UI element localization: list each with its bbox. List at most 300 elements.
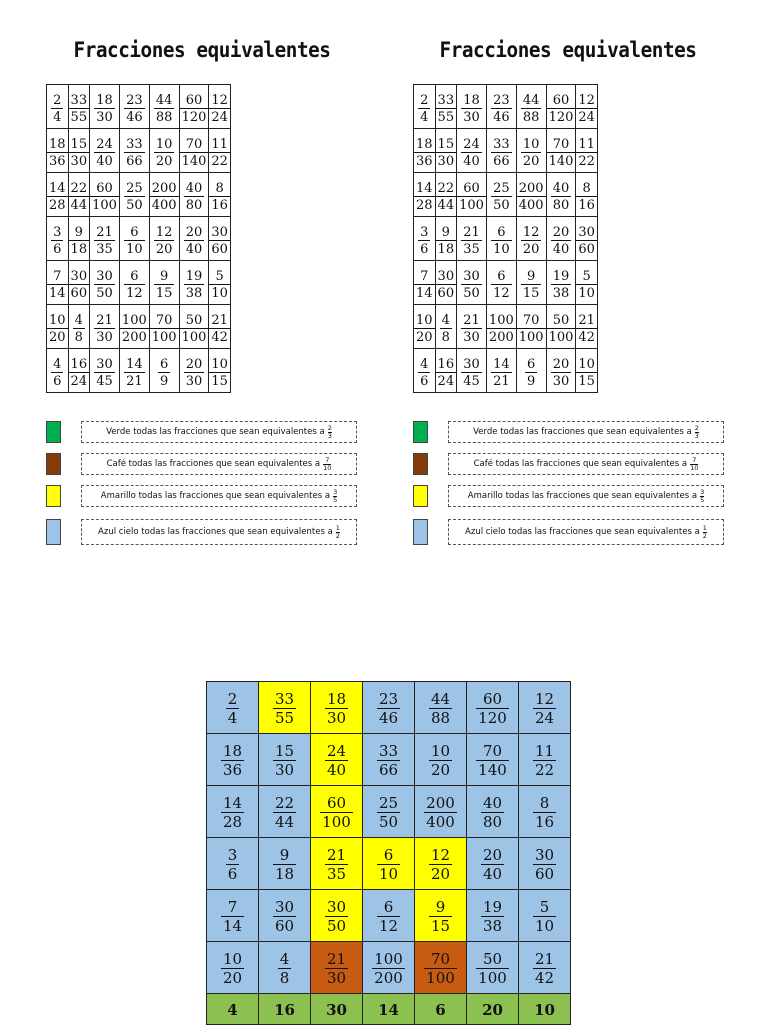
fraction [461, 270, 482, 300]
grid-cell [435, 261, 457, 305]
fraction [533, 900, 556, 934]
fraction [436, 270, 457, 300]
grid-cell-blue [415, 682, 467, 734]
fraction [377, 900, 400, 934]
grid-row [414, 217, 598, 261]
fraction-denominator: 15 [155, 286, 173, 301]
grid-cell [209, 217, 231, 261]
grid-cell [516, 349, 546, 393]
fraction [377, 692, 400, 726]
grid-cell-brown [311, 942, 363, 994]
colored-fraction-grid [206, 681, 571, 1025]
legend-text: Café todas las fracciones que sean equivalentes a [106, 459, 321, 469]
fraction [272, 1003, 297, 1019]
fraction-grid [413, 84, 598, 393]
fraction-numerator: 19 [552, 269, 570, 284]
fraction-numerator: 2 [227, 690, 238, 708]
fraction-denominator: 15 [522, 286, 540, 301]
fraction-numerator: 15 [437, 137, 455, 152]
fraction-numerator: 6 [527, 357, 536, 372]
grid-cell-blue [519, 786, 571, 838]
fraction-numerator: 9 [527, 269, 536, 284]
grid-cell-blue [363, 890, 415, 942]
fraction-numerator: 25 [493, 181, 510, 196]
fraction-denominator: 44 [274, 813, 295, 831]
grid-cell-blue [259, 786, 311, 838]
fraction [51, 358, 63, 388]
legend-fraction: 2 3 [327, 424, 332, 440]
fraction-numerator: 14 [126, 357, 143, 372]
grid-cell-green [519, 994, 571, 1025]
fraction-numerator: 9 [74, 225, 83, 240]
legend-text: Azul cielo todas las fracciones que sean equivalentes a [465, 527, 700, 537]
grid-cell [457, 349, 487, 393]
fraction-numerator: 10 [211, 357, 228, 372]
fraction-numerator: 8 [539, 794, 550, 812]
fraction-denominator: 18 [274, 865, 295, 883]
fraction [517, 314, 546, 344]
fraction-numerator: 3 [53, 225, 62, 240]
grid-cell [90, 85, 120, 129]
fraction-numerator: 100 [488, 313, 514, 328]
grid-cell-blue [415, 734, 467, 786]
fraction [94, 270, 115, 300]
grid-cell-green [415, 994, 467, 1025]
grid-cell-yellow [311, 682, 363, 734]
grid-cell [149, 129, 179, 173]
fraction-denominator: 21 [126, 374, 143, 389]
fraction-denominator: 80 [482, 813, 503, 831]
fraction [481, 848, 504, 882]
grid-row [47, 85, 231, 129]
grid-cell [457, 85, 487, 129]
grid-cell [435, 173, 457, 217]
fraction-numerator: 6 [130, 269, 139, 284]
fraction-numerator: 3 [227, 846, 238, 864]
fraction-numerator: 7 [227, 898, 238, 916]
grid-cell [179, 261, 209, 305]
fraction-denominator: 44 [70, 198, 88, 213]
fraction-denominator: 100 [181, 330, 207, 345]
grid-cell [546, 129, 576, 173]
grid-cell [576, 85, 598, 129]
worksheet-title: Fracciones equivalentes [73, 38, 331, 62]
fraction [154, 94, 175, 124]
fraction [551, 226, 572, 256]
legend-text: Verde todas las fracciones que sean equivalentes a [106, 427, 325, 437]
fraction [184, 358, 205, 388]
fraction [124, 226, 145, 256]
fraction-denominator: 60 [274, 917, 295, 935]
fraction [273, 848, 296, 882]
fraction-denominator: 50 [493, 198, 510, 213]
fraction-numerator: 12 [522, 225, 540, 240]
fraction-denominator: 12 [378, 917, 399, 935]
grid-cell [486, 349, 516, 393]
grid-cell [576, 129, 598, 173]
grid-cell-yellow [259, 682, 311, 734]
fraction-numerator: 2 [420, 93, 429, 108]
fraction [532, 1003, 557, 1019]
grid-cell-yellow [311, 890, 363, 942]
grid-cell [47, 305, 69, 349]
fraction-denominator: 20 [222, 969, 243, 987]
fraction-numerator: 14 [378, 1001, 399, 1019]
fraction-numerator: 6 [383, 846, 394, 864]
fraction-numerator: 5 [539, 898, 550, 916]
fraction [461, 138, 482, 168]
fraction [150, 314, 179, 344]
fraction [436, 138, 457, 168]
grid-cell-blue [519, 890, 571, 942]
fraction-numerator: 12 [534, 690, 555, 708]
fraction-numerator: 70 [155, 313, 173, 328]
grid-cell-green [207, 994, 259, 1025]
fraction [491, 358, 512, 388]
fraction [69, 138, 90, 168]
grid-row [207, 994, 571, 1025]
fraction-numerator: 24 [326, 742, 347, 760]
grid-cell [179, 305, 209, 349]
color-swatch [413, 421, 428, 443]
fraction [73, 314, 85, 344]
fraction-denominator: 140 [478, 761, 507, 779]
fraction-numerator: 15 [274, 742, 295, 760]
fraction-numerator: 100 [374, 950, 403, 968]
fraction [209, 94, 230, 124]
fraction [576, 358, 597, 388]
fraction [124, 94, 145, 124]
fraction-numerator: 50 [552, 313, 570, 328]
fraction-numerator: 6 [130, 225, 139, 240]
fraction-numerator: 23 [493, 93, 510, 108]
fraction [221, 744, 244, 778]
fraction-denominator: 44 [437, 198, 455, 213]
fraction-numerator: 12 [430, 846, 451, 864]
fraction-denominator: 100 [426, 969, 455, 987]
fraction [476, 952, 509, 986]
grid-cell [90, 261, 120, 305]
fraction [226, 848, 240, 882]
fraction [480, 1003, 505, 1019]
grid-row [414, 173, 598, 217]
legend-instruction [81, 519, 357, 545]
fraction [377, 796, 400, 830]
fraction [120, 314, 149, 344]
fraction [180, 138, 209, 168]
fraction-numerator: 9 [279, 846, 290, 864]
fraction-numerator: 20 [185, 357, 203, 372]
fraction [184, 226, 205, 256]
fraction-denominator: 46 [126, 110, 143, 125]
fraction [576, 270, 597, 300]
fraction-denominator: 4 [227, 709, 238, 727]
grid-cell [457, 173, 487, 217]
fraction [94, 138, 115, 168]
legend-instruction [81, 421, 357, 443]
grid-cell-blue [363, 734, 415, 786]
fraction-numerator: 4 [441, 313, 450, 328]
fraction-numerator: 30 [463, 269, 480, 284]
grid-cell [486, 173, 516, 217]
fraction [69, 226, 90, 256]
fraction-numerator: 11 [534, 742, 555, 760]
fraction-numerator: 30 [211, 225, 228, 240]
grid-cell [576, 217, 598, 261]
fraction-numerator: 12 [578, 93, 595, 108]
fraction-denominator: 40 [552, 242, 570, 257]
fraction-numerator: 40 [185, 181, 203, 196]
grid-cell [209, 173, 231, 217]
fraction [436, 94, 457, 124]
grid-row [47, 261, 231, 305]
fraction-numerator: 16 [274, 1001, 295, 1019]
legend-instruction [81, 453, 357, 475]
fraction-denominator: 100 [322, 813, 351, 831]
fraction-numerator: 33 [378, 742, 399, 760]
fraction [533, 848, 556, 882]
fraction-denominator: 8 [441, 330, 450, 345]
fraction-numerator: 2 [53, 93, 62, 108]
fraction-denominator: 50 [326, 917, 347, 935]
grid-cell [149, 85, 179, 129]
fraction-denominator: 20 [430, 761, 451, 779]
grid-cell [149, 173, 179, 217]
grid-cell-yellow [415, 890, 467, 942]
fraction-denominator: 100 [518, 330, 544, 345]
fraction-denominator: 400 [426, 813, 455, 831]
fraction [551, 358, 572, 388]
fraction-denominator: 50 [96, 286, 113, 301]
grid-cell [457, 261, 487, 305]
fraction [221, 952, 244, 986]
fraction [418, 358, 430, 388]
fraction-numerator: 4 [279, 950, 290, 968]
fraction-denominator: 10 [578, 286, 595, 301]
grid-cell [546, 261, 576, 305]
fraction-denominator: 30 [326, 709, 347, 727]
grid-cell [209, 305, 231, 349]
fraction [47, 138, 68, 168]
fraction-denominator: 120 [478, 709, 507, 727]
grid-cell [119, 217, 149, 261]
grid-cell-yellow [363, 838, 415, 890]
fraction [525, 358, 537, 388]
fraction [47, 182, 68, 212]
fraction-denominator: 28 [416, 198, 433, 213]
grid-row [47, 349, 231, 393]
fraction [47, 314, 68, 344]
grid-cell [516, 129, 546, 173]
fraction [547, 94, 576, 124]
fraction [576, 314, 597, 344]
fraction-numerator: 14 [222, 794, 243, 812]
fraction [491, 182, 512, 212]
fraction-denominator: 120 [548, 110, 574, 125]
grid-row [47, 305, 231, 349]
grid-cell [435, 349, 457, 393]
fraction-denominator: 30 [70, 154, 88, 169]
grid-cell [576, 305, 598, 349]
grid-cell-blue [259, 734, 311, 786]
fraction-denominator: 6 [227, 865, 238, 883]
fraction-denominator: 22 [534, 761, 555, 779]
fraction-denominator: 100 [548, 330, 574, 345]
fraction [436, 226, 457, 256]
fraction-denominator: 16 [211, 198, 228, 213]
fraction-denominator: 66 [126, 154, 143, 169]
fraction [94, 314, 115, 344]
grid-cell [516, 173, 546, 217]
fraction-denominator: 30 [552, 374, 570, 389]
fraction-denominator: 15 [430, 917, 451, 935]
fraction-numerator: 21 [211, 313, 228, 328]
fraction-numerator: 18 [222, 742, 243, 760]
fraction [377, 848, 400, 882]
fraction-denominator: 45 [96, 374, 113, 389]
fraction-denominator: 88 [155, 110, 173, 125]
grid-row [47, 173, 231, 217]
fraction [47, 270, 68, 300]
fraction-numerator: 33 [437, 93, 455, 108]
fraction [551, 182, 572, 212]
fraction-denominator: 60 [70, 286, 88, 301]
fraction-numerator: 30 [463, 357, 480, 372]
fraction [491, 270, 512, 300]
fraction-numerator: 16 [70, 357, 88, 372]
grid-cell [47, 349, 69, 393]
fraction [124, 358, 145, 388]
color-swatch [413, 519, 428, 545]
grid-cell [47, 129, 69, 173]
fraction-denominator: 24 [534, 709, 555, 727]
fraction [94, 94, 115, 124]
grid-cell [90, 129, 120, 173]
fraction-denominator: 21 [493, 374, 510, 389]
fraction-denominator: 100 [151, 330, 177, 345]
fraction-denominator: 30 [185, 374, 203, 389]
grid-cell-green [311, 994, 363, 1025]
fraction-denominator: 400 [518, 198, 544, 213]
fraction-numerator: 20 [185, 225, 203, 240]
grid-row [414, 129, 598, 173]
fraction [209, 314, 230, 344]
fraction-denominator: 16 [534, 813, 555, 831]
grid-cell [486, 261, 516, 305]
grid-cell [119, 85, 149, 129]
fraction-denominator: 36 [222, 761, 243, 779]
grid-row [47, 129, 231, 173]
grid-cell [90, 173, 120, 217]
fraction-numerator: 18 [326, 690, 347, 708]
fraction-numerator: 9 [435, 898, 446, 916]
grid-cell [68, 85, 90, 129]
fraction-denominator: 40 [96, 154, 113, 169]
fraction [209, 182, 230, 212]
fraction-numerator: 6 [160, 357, 169, 372]
grid-cell [414, 349, 436, 393]
grid-cell [516, 85, 546, 129]
fraction [325, 900, 348, 934]
fraction-denominator: 40 [463, 154, 480, 169]
fraction-denominator: 46 [378, 709, 399, 727]
fraction-numerator: 20 [552, 357, 570, 372]
grid-cell [414, 85, 436, 129]
grid-cell-blue [467, 942, 519, 994]
fraction-numerator: 60 [326, 794, 347, 812]
grid-cell [47, 261, 69, 305]
grid-cell [119, 129, 149, 173]
fraction-numerator: 10 [416, 313, 433, 328]
fraction [533, 796, 556, 830]
color-swatch [46, 485, 61, 507]
fraction [94, 358, 115, 388]
fraction-denominator: 60 [534, 865, 555, 883]
fraction-denominator: 9 [527, 374, 536, 389]
fraction-numerator: 22 [437, 181, 455, 196]
fraction [184, 270, 205, 300]
grid-cell [47, 217, 69, 261]
fraction [154, 226, 175, 256]
grid-row [207, 838, 571, 890]
grid-cell [435, 305, 457, 349]
fraction [418, 94, 430, 124]
grid-cell [209, 85, 231, 129]
fraction-numerator: 70 [522, 313, 540, 328]
fraction-numerator: 33 [70, 93, 88, 108]
fraction [69, 94, 90, 124]
fraction-denominator: 55 [70, 110, 88, 125]
fraction [94, 226, 115, 256]
legend-fraction: 7 10 [323, 456, 332, 472]
fraction-numerator: 23 [378, 690, 399, 708]
fraction [325, 744, 348, 778]
fraction-numerator: 3 [420, 225, 429, 240]
color-swatch [413, 453, 428, 475]
fraction-numerator: 19 [185, 269, 203, 284]
worksheet-title: Fracciones equivalentes [439, 38, 697, 62]
fraction-numerator: 30 [437, 269, 455, 284]
fraction-denominator: 24 [211, 110, 228, 125]
fraction [551, 270, 572, 300]
fraction [90, 182, 119, 212]
fraction-numerator: 6 [497, 269, 506, 284]
grid-cell [149, 305, 179, 349]
grid-cell [516, 217, 546, 261]
grid-cell [486, 217, 516, 261]
fraction-numerator: 7 [420, 269, 429, 284]
fraction-numerator: 200 [426, 794, 455, 812]
grid-cell-blue [415, 786, 467, 838]
fraction [209, 138, 230, 168]
fraction-numerator: 21 [534, 950, 555, 968]
fraction [429, 692, 452, 726]
grid-cell-blue [467, 734, 519, 786]
legend-instruction [448, 453, 724, 475]
fraction [491, 138, 512, 168]
fraction [457, 182, 486, 212]
fraction-denominator: 20 [522, 242, 540, 257]
fraction [461, 314, 482, 344]
fraction-numerator: 4 [227, 1001, 238, 1019]
grid-cell [179, 173, 209, 217]
fraction-denominator: 30 [463, 330, 480, 345]
fraction-denominator: 35 [96, 242, 113, 257]
grid-cell [119, 261, 149, 305]
legend-fraction: 1 2 [702, 524, 707, 540]
fraction-denominator: 6 [53, 374, 62, 389]
fraction-denominator: 200 [488, 330, 514, 345]
